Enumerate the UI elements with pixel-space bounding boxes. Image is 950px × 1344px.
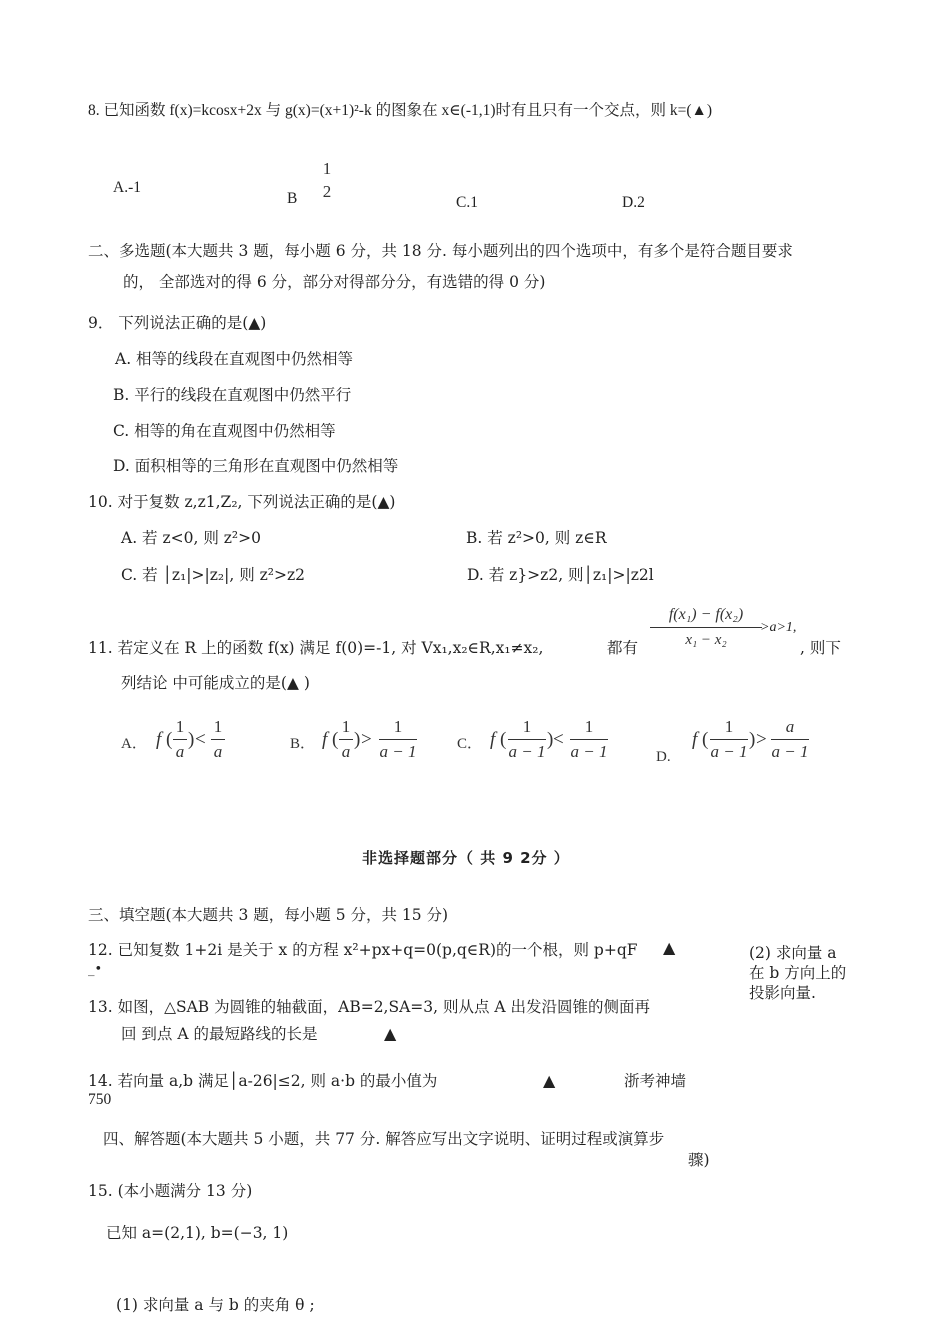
q11-option-c-letter: C． bbox=[457, 736, 483, 752]
q11-condition-denominator: x₁ − x₂ bbox=[685, 632, 727, 648]
q11-option-d-rhs-num: a bbox=[785, 717, 795, 736]
q11-option-a-rparen: ) bbox=[188, 729, 195, 750]
side-note-line2: 在 b 方向上的 bbox=[749, 964, 847, 982]
q11-option-c-rparen: ) bbox=[547, 729, 554, 750]
q11-option-a-rhs-frac bbox=[211, 716, 225, 763]
q8-option-d: D.2 bbox=[622, 194, 645, 211]
q10-option-a: A. 若 z<0, 则 z²>0 bbox=[121, 529, 261, 547]
q11-option-b-rhs-den: a − 1 bbox=[379, 742, 417, 761]
q11-option-a-letter: A． bbox=[121, 736, 147, 752]
q8-option-a: A.-1 bbox=[113, 179, 141, 196]
q11-option-d-inner-num: 1 bbox=[724, 717, 734, 736]
part-title: 非选择题部分（ 共 9 2分 ） bbox=[362, 849, 570, 867]
q11-option-d-letter: D. bbox=[656, 749, 671, 765]
q8-option-b-fraction bbox=[318, 158, 336, 203]
q11-option-c-rhs-num: 1 bbox=[584, 717, 594, 736]
q10-option-b: B. 若 z²>0, 则 z∈R bbox=[466, 529, 607, 547]
q11-option-c-rhs-den: a − 1 bbox=[570, 742, 608, 761]
section2-heading-cont: 的， 全部选对的得 6 分，部分对得部分分，有选错的得 0 分) bbox=[123, 273, 546, 291]
q11-option-a-inner-den: a bbox=[175, 742, 185, 761]
q12-stem: 12. 已知复数 1+2i 是关于 x 的方程 x²+px+q=0(p,q∈R)的一个根，则 p+qF bbox=[88, 941, 638, 959]
q15-part1: (1) 求向量 a 与 b 的夹角 θ ; bbox=[116, 1296, 315, 1314]
q8-option-c: C.1 bbox=[456, 194, 478, 211]
q11-condition-numerator: f(x₁) − f(x₂) bbox=[668, 606, 744, 623]
q10-option-d: D. 若 z}>z2, 则│z₁|>|z2l bbox=[467, 566, 654, 584]
q11-stem: 11. 若定义在 R 上的函数 f(x) 满足 f(0)=-1, 对 Vx₁,x₂∈R,x₁≠x₂, bbox=[88, 639, 544, 657]
section2-heading: 二、多选题(本大题共 3 题，每小题 6 分，共 18 分. 每小题列出的四个选项中，有多个是符合题目要求 bbox=[88, 242, 793, 260]
q11-stem-dou: 都有 bbox=[607, 639, 639, 657]
q10-option-c: C. 若 │z₁|>|z₂|, 则 z²>z2 bbox=[121, 566, 306, 584]
q8-stem: 8. 已知函数 f(x)=kcosx+2x 与 g(x)=(x+1)²-k 的图象在 x∈(-1,1)时有且只有一个交点，则 k=(▲) bbox=[88, 102, 713, 119]
section4-heading: 四、解答题(本大题共 5 小题，共 77 分. 解答应写出文字说明、证明过程或演算步 bbox=[103, 1130, 665, 1148]
side-note-line1: (2) 求向量 a bbox=[749, 944, 837, 962]
q9-option-a: A. 相等的线段在直观图中仍然相等 bbox=[115, 350, 354, 368]
q11-option-c-lt: < bbox=[553, 729, 564, 750]
q12-answer-triangle: ▲ bbox=[663, 938, 676, 957]
q11-option-b-gt: > bbox=[361, 729, 372, 750]
q11-option-b-letter: B． bbox=[290, 736, 316, 752]
q14-answer-triangle: ▲ bbox=[543, 1071, 556, 1090]
q11-option-b-rparen: ) bbox=[354, 729, 361, 750]
q9-option-d: D. 面积相等的三角形在直观图中仍然相等 bbox=[113, 457, 399, 475]
q11-option-a-rhs-num: 1 bbox=[213, 717, 223, 736]
q11-option-d-gt: > bbox=[756, 729, 767, 750]
q11-option-a-lparen: ( bbox=[166, 729, 173, 750]
q8-option-b-numerator: 1 bbox=[322, 159, 332, 178]
q9-option-b: B. 平行的线段在直观图中仍然平行 bbox=[113, 386, 352, 404]
q11-option-d-f: f bbox=[692, 729, 698, 750]
q11-option-c-f: f bbox=[490, 729, 496, 750]
q8-option-b-denominator: 2 bbox=[322, 182, 332, 201]
q13-stem-line2: 回 到点 A 的最短路线的长是 bbox=[121, 1025, 318, 1043]
q11-option-d-lparen: ( bbox=[702, 729, 709, 750]
q11-option-b-f: f bbox=[322, 729, 328, 750]
q11-stem-then: , 则下 bbox=[800, 639, 841, 657]
q11-option-b-inner-frac bbox=[339, 716, 353, 763]
q12-tail: _• bbox=[88, 962, 103, 977]
q11-option-c-inner-num: 1 bbox=[522, 717, 532, 736]
q14-watermark-text: 浙考神墙 bbox=[624, 1072, 687, 1090]
q11-option-d-rhs-den: a − 1 bbox=[771, 742, 809, 761]
q14-stem: 14. 若向量 a,b 满足│a-26|≤2, 则 a·b 的最小值为 bbox=[88, 1072, 438, 1090]
q11-condition-fraction bbox=[650, 604, 762, 651]
q11-option-d-rhs-frac bbox=[771, 716, 809, 763]
q15-given: 已知 a=(2,1), b=(−3, 1) bbox=[106, 1224, 289, 1242]
q11-option-a-inner-num: 1 bbox=[175, 717, 185, 736]
q11-condition-tail: >a>1, bbox=[760, 620, 797, 635]
q11-stem-line2: 列结论 中可能成立的是(▲ ) bbox=[121, 674, 310, 692]
q15-title: 15. (本小题满分 13 分) bbox=[88, 1182, 253, 1200]
q11-option-b-rhs-num: 1 bbox=[393, 717, 403, 736]
q11-option-a-f: f bbox=[156, 729, 162, 750]
q11-option-d-inner-frac bbox=[710, 716, 748, 763]
q11-option-a-inner-frac bbox=[173, 716, 187, 763]
q11-option-d-inner-den: a − 1 bbox=[710, 742, 748, 761]
q11-option-c-inner-frac bbox=[508, 716, 546, 763]
q13-answer-triangle: ▲ bbox=[384, 1024, 397, 1043]
q14-number-tail: 750 bbox=[88, 1091, 112, 1108]
q11-option-c-rhs-frac bbox=[570, 716, 608, 763]
section4-heading-cont: 骤) bbox=[688, 1151, 710, 1169]
q11-option-b-inner-den: a bbox=[341, 742, 351, 761]
q11-option-b-lparen: ( bbox=[332, 729, 339, 750]
q8-option-b-letter: B bbox=[287, 190, 298, 207]
q11-option-b-rhs-frac bbox=[379, 716, 417, 763]
q11-option-c-lparen: ( bbox=[500, 729, 507, 750]
q11-option-a-rhs-den: a bbox=[213, 742, 223, 761]
q13-stem-line1: 13. 如图，△SAB 为圆锥的轴截面，AB=2,SA=3, 则从点 A 出发沿圆锥的侧面再 bbox=[88, 998, 651, 1016]
q11-option-d-rparen: ) bbox=[749, 729, 756, 750]
q11-option-c-inner-den: a − 1 bbox=[508, 742, 546, 761]
side-note-line3: 投影向量. bbox=[749, 984, 816, 1002]
q9-option-c: C. 相等的角在直观图中仍然相等 bbox=[113, 422, 336, 440]
q9-stem: 9． 下列说法正确的是(▲) bbox=[88, 314, 267, 332]
q11-option-b-inner-num: 1 bbox=[341, 717, 351, 736]
q10-stem: 10. 对于复数 z,z1,Z₂, 下列说法正确的是(▲) bbox=[88, 493, 396, 511]
q11-option-a-lt: < bbox=[195, 729, 206, 750]
section3-heading: 三、填空题(本大题共 3 题，每小题 5 分，共 15 分) bbox=[88, 906, 449, 924]
